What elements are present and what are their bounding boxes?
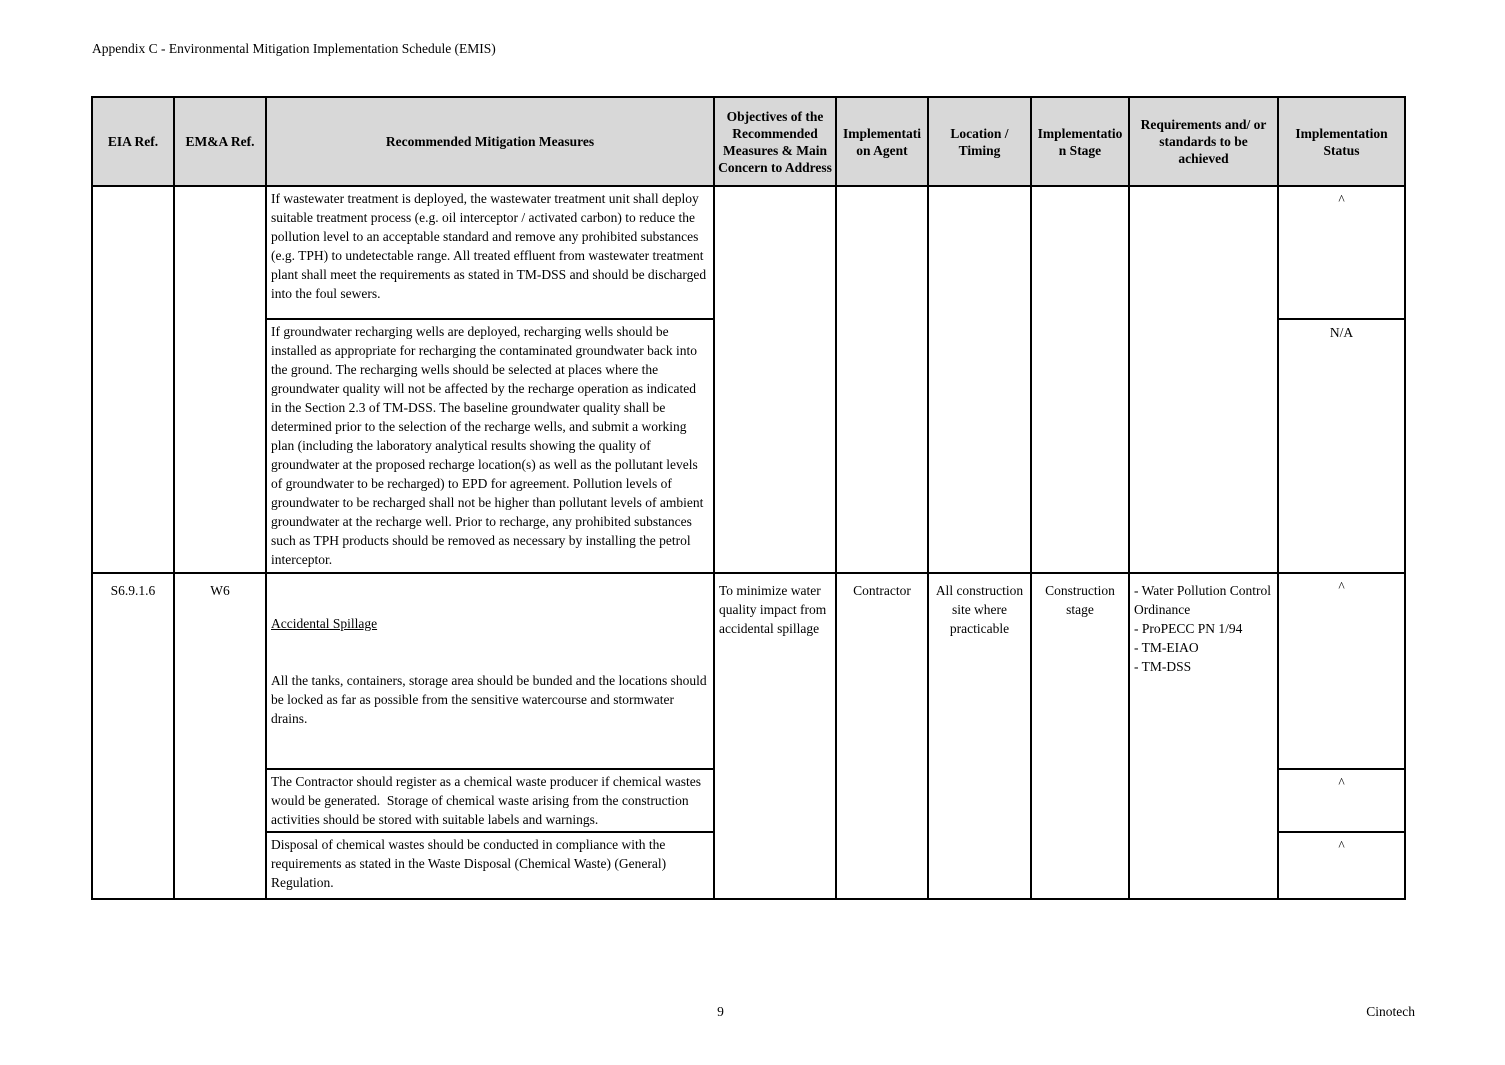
cell-measure-chemical-waste-disposal: Disposal of chemical wastes should be conducted in compliance with the requirements as stated in the Waste Disposal (Chemical Waste) (General) Regulation. [266,832,714,899]
cell-eia-ref: S6.9.1.6 [92,573,174,899]
cell-status-bunding: ^ [1278,573,1405,769]
header-requirements: Requirements and/ or standards to be achieved [1129,97,1278,186]
emis-table [91,96,1406,900]
cell-objectives-empty [714,186,836,573]
measure-heading: Accidental Spillage [271,616,378,631]
header-status: Implementation Status [1278,97,1405,186]
cell-status-disposal: ^ [1278,832,1405,899]
footer-company-name: Cinotech [1366,1004,1415,1019]
table-row-wastewater [92,186,1405,319]
cell-ema-ref: W6 [174,573,266,899]
requirement-item: - ProPECC PN 1/94 [1134,621,1243,636]
header-measures: Recommended Mitigation Measures [266,97,714,186]
header-objectives: Objectives of the Recommended Measures & Main Concern to Address [714,97,836,186]
header-ema-ref: EM&A Ref. [174,97,266,186]
cell-measure-chemical-waste-register: The Contractor should register as a chemical waste producer if chemical wastes would be generated. Storage of chemical waste arising from the construction activities should be stored with suitable labels and warnings. [266,769,714,832]
measure-text: All the tanks, containers, storage area should be bunded and the locations should be locked as far as possible from the sensitive watercourse and stormwater drains. [271,673,711,726]
cell-stage-empty [1031,186,1129,573]
cell-location-timing: All construction site where practicable [928,573,1031,899]
cell-ema-ref-empty [174,186,266,573]
cell-agent-empty [836,186,928,573]
cell-requirements [1129,573,1278,899]
cell-requirements-empty [1129,186,1278,573]
cell-measure-wastewater-treatment: If wastewater treatment is deployed, the wastewater treatment unit shall deploy suitable treatment process (e.g. oil interceptor / activated carbon) to reduce the pollution level to an acceptable standard and remove any prohibited substances (e.g. TPH) to undetectable range. All treated effluent from wastewater treatment plant shall meet the requirements as stated in TM-DSS and should be discharged into the foul sewers. [266,186,714,319]
cell-location-empty [928,186,1031,573]
header-eia-ref: EIA Ref. [92,97,174,186]
appendix-header: Appendix C - Environmental Mitigation Implementation Schedule (EMIS) [92,41,496,56]
cell-measure-bunding [266,573,714,769]
cell-objectives: To minimize water quality impact from accidental spillage [714,573,836,899]
cell-status-wastewater: ^ [1278,186,1405,319]
requirement-item: - TM-EIAO [1134,640,1199,655]
cell-stage: Construction stage [1031,573,1129,899]
cell-status-register: ^ [1278,769,1405,832]
cell-status-groundwater: N/A [1278,319,1405,573]
table-row-accidental-spillage [92,573,1405,769]
cell-measure-groundwater-recharge: If groundwater recharging wells are deployed, recharging wells should be installed as appropriate for recharging the contaminated groundwater back into the ground. The recharging wells should be selected at places where the groundwater quality will not be affected by the recharge operation as indicated in the Section 2.3 of TM-DSS. The baseline groundwater quality shall be determined prior to the selection of the recharge wells, and submit a working plan (including the laboratory analytical results showing the quality of groundwater at the proposed recharge location(s) as well as the pollutant levels of groundwater to be recharged) to EPD for agreement. Pollution levels of groundwater to be recharged shall not be higher than pollutant levels of ambient groundwater at the recharge well. Prior to recharge, any prohibited substances such as TPH products should be removed as necessary by installing the petrol interceptor. [266,319,714,573]
cell-eia-ref-empty [92,186,174,573]
requirement-item: - Water Pollution Control Ordinance [1134,583,1272,617]
cell-agent: Contractor [836,573,928,899]
header-location-timing: Location / Timing [928,97,1031,186]
header-agent: Implementation Agent [836,97,928,186]
page-number: 9 [717,1004,724,1019]
table-header-row [92,97,1405,186]
header-stage: Implementation Stage [1031,97,1129,186]
requirement-item: - TM-DSS [1134,659,1192,674]
